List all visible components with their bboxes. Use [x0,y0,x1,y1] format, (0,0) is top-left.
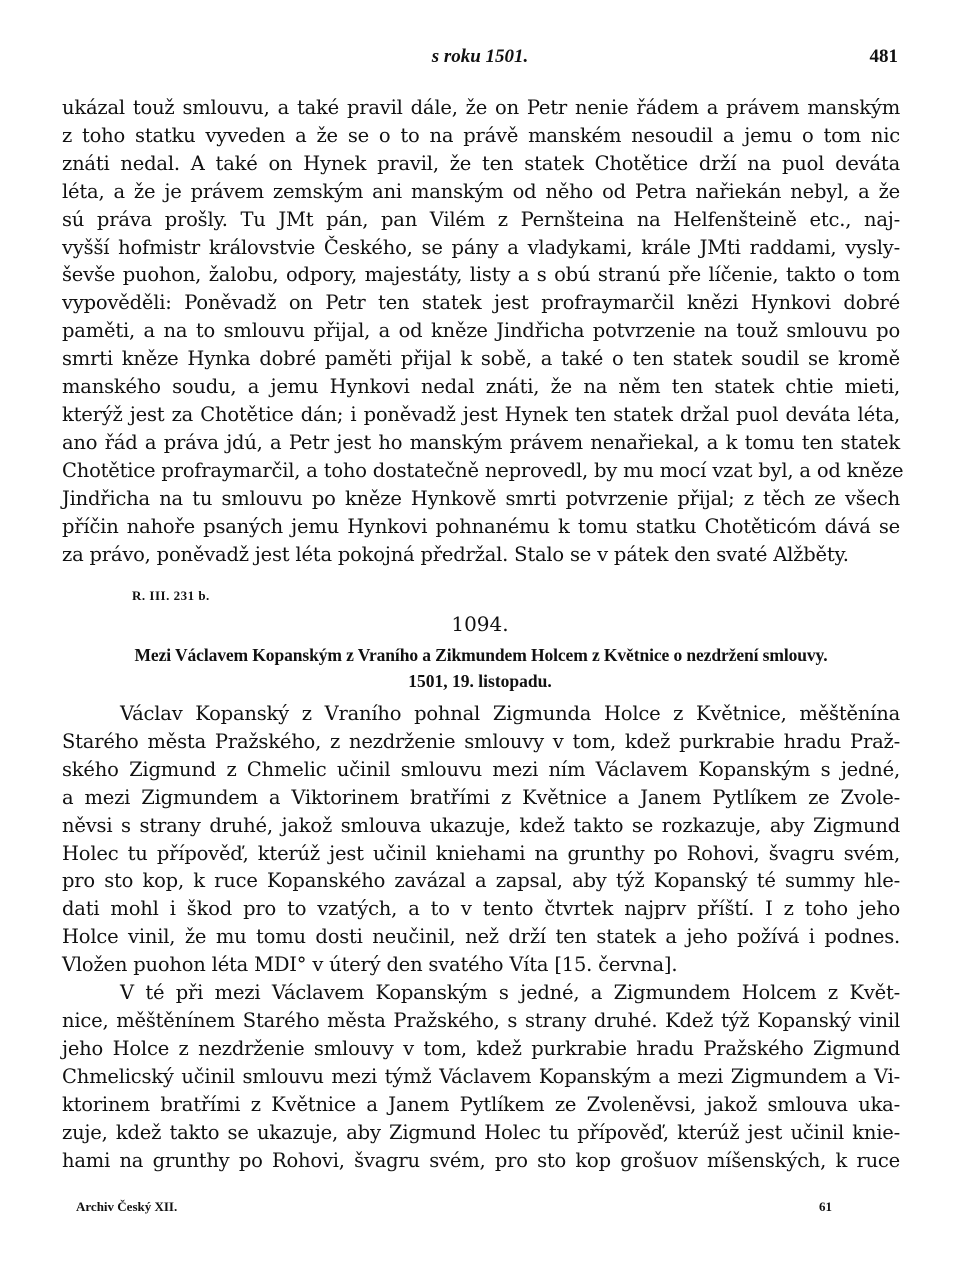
text-line: ského Zigmund z Chmelic učinil smlouvu mezi ním Václavem Kopanským s jedné, [62,757,900,781]
text-line: znáti nedal. A také on Hynek pravil, že ten statek Chotětice drží na puol deváta [62,151,900,175]
running-head: s roku 1501. [431,46,529,67]
page-footer [62,1199,898,1221]
text-line: Vložen puohon léta MDI° v úterý den svatého Víta [15. června]. [62,953,678,977]
document-date: 1501, 19. listopadu. [408,671,552,691]
text-line: něvsi s strany druhé, jakož smlouva ukazuje, kdež takto se rozkazuje, aby Zigmund [62,813,900,837]
text-line: ano řád a práva jdú, a Petr jest ho manským právem nenařiekal, a k tomu ten statek [62,430,900,454]
text-line: Starého města Pražského, z nezdrženie smlouvy v tom, kdež purkrabie hradu Praž- [62,729,900,753]
text-line: zuje, kdež takto se ukazuje, aby Zigmund Holec tu přípověď, kterúž jest učinil knie- [62,1120,900,1144]
text-line: jeho Holce z nezdrženie smlouvy v tom, kdež purkrabie hradu Pražského Zigmund [62,1036,900,1060]
text-line: manského soudu, a jemu Hynkovi nedal znáti, že na něm ten statek chtie mieti, [62,375,900,399]
text-line: smrti kněze Hynka dobré paměti přijal k sobě, a také o ten statek soudil se kromě [62,347,900,371]
text-line: dati mohl i škod pro to vzatých, a to v tento čtvrtek najprv příští. I z toho jeho [62,897,900,921]
text-line: Holce vinil, že mu tomu dosti neučinil, než drží ten statek a jeho požívá i podnes. [62,925,900,949]
footer-sheet-number: 61 [819,1199,832,1214]
text-line: léta, a že je právem zemským ani manským od něho od Petra nařiekán nebyl, a že [62,179,900,203]
footer-signature: Archiv Český XII. [76,1199,178,1214]
text-line: vypověděli: Poněvadž on Petr ten statek jest profraymarčil knězi Hynkovi dobré [62,291,900,315]
text-line: z toho statku vyveden a že se o to na právě manském nesoudil a jemu o tom nic [62,123,900,147]
text-line: nice, měštěnínem Starého města Pražského, s strany druhé. Kdež týž Kopanský vinil [62,1008,900,1032]
text-line: příčin nahoře psaných jemu Hynkovi pohnanému k tomu statku Chotěticóm dává se [62,514,900,538]
text-line: ktorinem bratřími z Květnice a Janem Pytlíkem ze Zvoleněvsi, jakož smlouva uka- [62,1092,900,1116]
text-line: V té při mezi Václavem Kopanským s jedné, a Zigmundem Holcem z Květ- [120,981,900,1005]
text-line: sú práva prošly. Tu JMt pán, pan Vilém z Pernšteina na Helfenšteině etc., naj- [62,207,900,231]
page-number: 481 [869,46,898,67]
text-line: Jindřicha na tu smlouvu po kněze Hynkově smrti potvrzenie přijal; z těch ze všech [62,486,900,510]
text-line: ševše puohon, žalobu, odpory, majestáty, listy a s obú stranú pře líčenie, takto o tom [62,263,900,287]
page-header [62,46,898,76]
text-line: pro sto kop, k ruce Kopanského zavázal a zapsal, aby týž Kopanský té summy hle- [62,869,900,893]
text-line: Václav Kopanský z Vraního pohnal Zigmunda Holce z Květnice, měštěnína [120,702,900,725]
document-body [62,700,900,1174]
text-line: za právo, poněvadž jest léta pokojná předržal. Stalo se v pátek den svaté Alžběty. [62,542,849,566]
continued-text-block [62,94,904,568]
text-line: kterýž jest za Chotětice dán; i poněvadž jest Hynek ten statek držal puol deváta léta, [62,402,900,426]
document-number: 1094. [451,612,509,636]
text-line: Holec tu přípověď, kterúž jest učinil kniehami na grunthy po Rohovi, švagru svém, [62,841,900,865]
text-line: Chmelicský učinil smlouvu mezi týmž Václavem Kopanským a mezi Zigmundem a Vi- [62,1064,900,1088]
text-line: a mezi Zigmundem a Viktorinem bratřími z Květnice a Janem Pytlíkem ze Zvole- [62,785,900,809]
document-title: Mezi Václavem Kopanským z Vraního a Zikmundem Holcem z Květnice o nezdržení smlouvy. [134,645,828,665]
text-line: Chotětice profraymarčil, a toho dostatečně neprovedl, by mu mocí vzat byl, a od kněze [62,458,904,482]
archive-reference: R. III. 231 b. [132,588,210,603]
text-line: hami na grunthy po Rohovi, švagru svém, pro sto kop grošuov míšenských, k ruce [62,1148,900,1172]
text-line: paměti, a na to smlouvu přijal, a od kněze Jindřicha potvrzenie na touž smlouvu po [62,319,900,343]
text-line: ukázal touž smlouvu, a také pravil dále, že on Petr nenie řádem a právem manským [62,96,900,119]
text-line: vyšší hofmistr královstvie Českého, se pány a vladykami, krále JMti raddami, vysly- [62,235,900,259]
